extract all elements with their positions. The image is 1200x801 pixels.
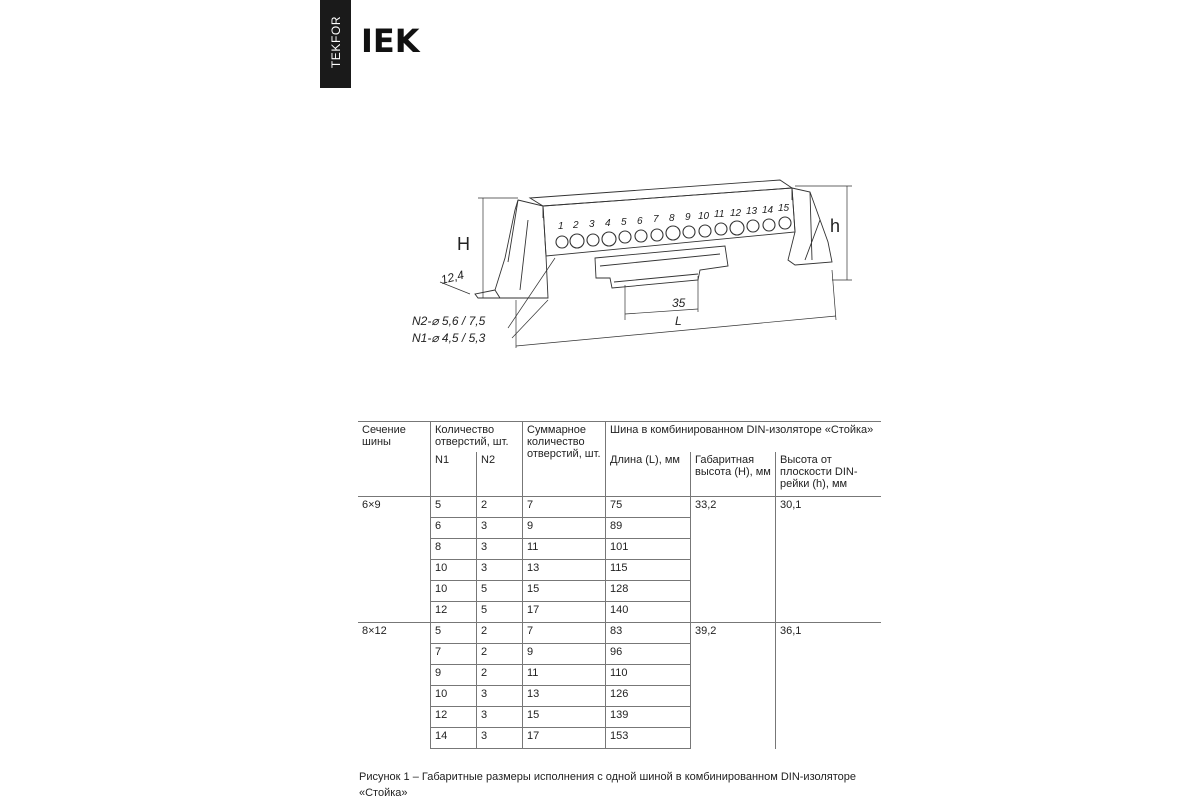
header-n1: N1 bbox=[431, 452, 477, 497]
series-tab bbox=[320, 0, 351, 88]
technical-drawing bbox=[400, 170, 870, 360]
cell-length: 126 bbox=[606, 686, 691, 707]
terminal-hole bbox=[730, 221, 744, 235]
cell-length: 128 bbox=[606, 581, 691, 602]
terminal-hole bbox=[619, 231, 631, 243]
dim-height-total: H bbox=[457, 234, 470, 254]
dim-offset: 12,4 bbox=[439, 267, 466, 287]
table-subheader-row bbox=[358, 452, 881, 497]
cell-n1: 10 bbox=[431, 686, 477, 707]
bus-top-cover bbox=[530, 180, 792, 206]
cell-section: 6×9 bbox=[358, 497, 431, 623]
terminal-number: 13 bbox=[746, 206, 758, 217]
terminal-number: 15 bbox=[778, 203, 790, 214]
cell-length: 75 bbox=[606, 497, 691, 518]
table-row bbox=[358, 497, 881, 518]
terminal-hole bbox=[556, 236, 568, 248]
header-holes-count: Количество отверстий, шт. bbox=[431, 422, 523, 453]
header-total-holes: Суммарное количество отверстий, шт. bbox=[523, 422, 606, 497]
terminal-hole bbox=[715, 223, 727, 235]
header-rail-height: Высота от плоскости DIN-рейки (h), мм bbox=[776, 452, 882, 497]
cell-n2: 3 bbox=[477, 686, 523, 707]
cell-n1: 9 bbox=[431, 665, 477, 686]
cell-n1: 12 bbox=[431, 707, 477, 728]
cell-length: 110 bbox=[606, 665, 691, 686]
iek-logo: IEK bbox=[361, 22, 420, 60]
terminal-number: 14 bbox=[762, 205, 774, 216]
terminal-hole bbox=[763, 219, 775, 231]
cell-overall-height: 33,2 bbox=[691, 497, 776, 623]
header-section: Сечение шины bbox=[358, 422, 431, 497]
cell-total: 17 bbox=[523, 728, 606, 749]
dim-height-rail: h bbox=[830, 216, 841, 236]
cell-n1: 14 bbox=[431, 728, 477, 749]
terminal-number: 4 bbox=[605, 218, 611, 229]
cell-n2: 3 bbox=[477, 539, 523, 560]
cell-total: 11 bbox=[523, 665, 606, 686]
cell-n2: 5 bbox=[477, 602, 523, 623]
series-label: TEKFOR bbox=[328, 16, 343, 69]
terminal-number: 5 bbox=[621, 217, 627, 228]
cell-length: 153 bbox=[606, 728, 691, 749]
terminal-number: 11 bbox=[714, 209, 725, 220]
cell-n2: 2 bbox=[477, 497, 523, 518]
terminal-hole bbox=[602, 232, 616, 246]
cell-n1: 8 bbox=[431, 539, 477, 560]
cell-total: 9 bbox=[523, 518, 606, 539]
cell-length: 115 bbox=[606, 560, 691, 581]
figure-caption: Рисунок 1 – Габаритные размеры исполнения с одной шиной в комбинированном DIN-изоляторе «Стойка» bbox=[359, 771, 857, 799]
cell-rail-height: 30,1 bbox=[776, 497, 882, 623]
terminal-hole bbox=[651, 229, 663, 241]
cell-total: 7 bbox=[523, 623, 606, 644]
cell-n1: 10 bbox=[431, 581, 477, 602]
cell-total: 15 bbox=[523, 581, 606, 602]
cell-section: 8×12 bbox=[358, 623, 431, 749]
terminal-number: 2 bbox=[573, 220, 579, 231]
cell-n2: 5 bbox=[477, 581, 523, 602]
header-n2: N2 bbox=[477, 452, 523, 497]
terminal-number: 3 bbox=[589, 219, 595, 230]
cell-n1: 5 bbox=[431, 623, 477, 644]
terminal-hole bbox=[779, 217, 791, 229]
cell-total: 9 bbox=[523, 644, 606, 665]
terminal-number: 10 bbox=[698, 211, 710, 222]
header-length: Длина (L), мм bbox=[606, 452, 691, 497]
specs-table bbox=[358, 421, 881, 749]
cell-length: 89 bbox=[606, 518, 691, 539]
cell-n2: 3 bbox=[477, 560, 523, 581]
cell-n2: 2 bbox=[477, 623, 523, 644]
cell-n2: 3 bbox=[477, 518, 523, 539]
cell-n1: 5 bbox=[431, 497, 477, 518]
dim-hole-n2: N2-⌀ 5,6 / 7,5 bbox=[412, 314, 486, 328]
cell-total: 15 bbox=[523, 707, 606, 728]
specs-table-wrap bbox=[358, 421, 881, 749]
terminal-number: 1 bbox=[558, 221, 564, 232]
terminal-number: 7 bbox=[653, 214, 659, 225]
left-insulator bbox=[495, 200, 548, 298]
terminal-number: 12 bbox=[730, 208, 742, 219]
terminal-number: 9 bbox=[685, 212, 691, 223]
cell-total: 7 bbox=[523, 497, 606, 518]
cell-total: 17 bbox=[523, 602, 606, 623]
cell-total: 13 bbox=[523, 560, 606, 581]
header-bus-group: Шина в комбинированном DIN-изоляторе «Стойка» bbox=[606, 422, 882, 453]
terminal-hole bbox=[666, 226, 680, 240]
terminal-number: 6 bbox=[637, 216, 643, 227]
dim-pitch: 35 bbox=[672, 296, 686, 310]
cell-length: 96 bbox=[606, 644, 691, 665]
cell-overall-height: 39,2 bbox=[691, 623, 776, 749]
bus-drawing-svg bbox=[400, 170, 870, 360]
dim-hole-n1: N1-⌀ 4,5 / 5,3 bbox=[412, 331, 486, 345]
cell-n2: 3 bbox=[477, 728, 523, 749]
terminal-hole bbox=[683, 226, 695, 238]
terminal-hole bbox=[747, 220, 759, 232]
cell-length: 101 bbox=[606, 539, 691, 560]
cell-n1: 6 bbox=[431, 518, 477, 539]
cell-n1: 12 bbox=[431, 602, 477, 623]
cell-length: 140 bbox=[606, 602, 691, 623]
cell-n2: 2 bbox=[477, 644, 523, 665]
cell-rail-height: 36,1 bbox=[776, 623, 882, 749]
cell-total: 11 bbox=[523, 539, 606, 560]
cell-total: 13 bbox=[523, 686, 606, 707]
terminal-hole bbox=[699, 225, 711, 237]
header-overall-height: Габаритная высота (H), мм bbox=[691, 452, 776, 497]
terminal-hole bbox=[587, 234, 599, 246]
terminal-hole bbox=[570, 234, 584, 248]
table-header-row bbox=[358, 422, 881, 453]
terminal-hole bbox=[635, 230, 647, 242]
cell-n2: 2 bbox=[477, 665, 523, 686]
terminal-number: 8 bbox=[669, 213, 675, 224]
cell-n1: 7 bbox=[431, 644, 477, 665]
cell-n1: 10 bbox=[431, 560, 477, 581]
cell-length: 139 bbox=[606, 707, 691, 728]
cell-length: 83 bbox=[606, 623, 691, 644]
cell-n2: 3 bbox=[477, 707, 523, 728]
dim-length: L bbox=[675, 314, 682, 328]
table-row bbox=[358, 623, 881, 644]
